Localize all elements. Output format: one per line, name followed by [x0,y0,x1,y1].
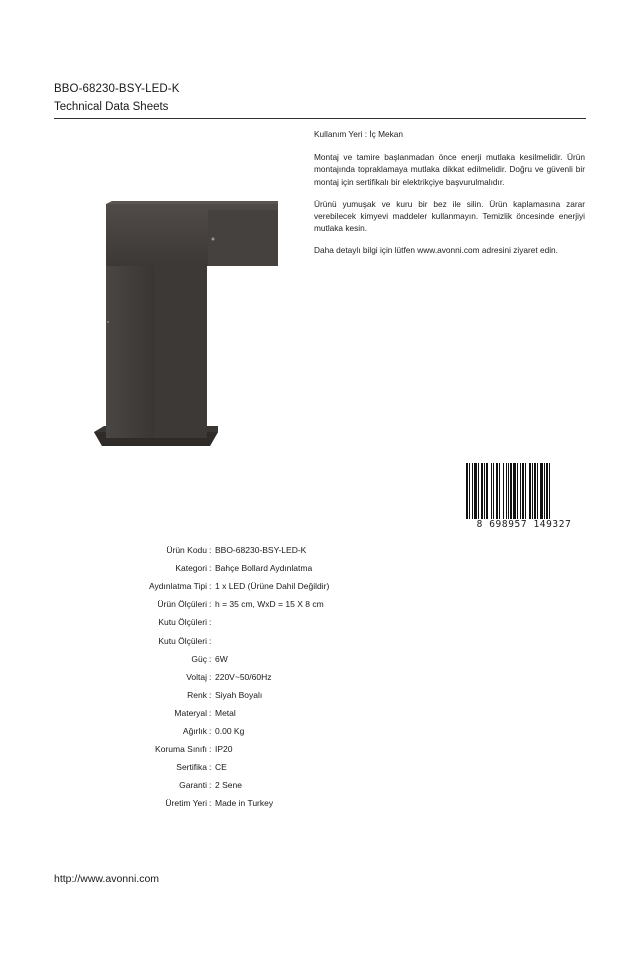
spec-key: Renk [187,689,207,700]
spec-value: 220V~50/60Hz [215,671,272,682]
spec-row [0,563,640,576]
document-subtitle: Technical Data Sheets [54,101,169,113]
spec-key: Garanti [179,780,207,791]
spec-separator: : [209,581,212,592]
spec-row [0,581,640,594]
spec-separator: : [209,617,212,628]
usage-location: Kullanım Yeri : İç Mekan [314,129,404,139]
usage-notes [314,128,585,267]
spec-value: 1 x LED (Ürüne Dahil Değildir) [215,581,330,592]
spec-separator: : [209,635,212,646]
spec-separator: : [209,798,212,809]
spec-key: Kutu Ölçüleri [158,635,207,646]
spec-key: Materyal [174,707,207,718]
spec-value: 2 Sene [215,780,242,791]
spec-value: BBO-68230-BSY-LED-K [215,545,307,555]
spec-row [0,672,640,685]
spec-row [0,726,640,739]
spec-value: Siyah Boyalı [215,689,263,700]
product-code-title: BBO-68230-BSY-LED-K [54,83,180,95]
spec-key: Voltaj [186,671,207,682]
more-info-note: Daha detaylı bilgi için lütfen www.avonni.com adresini ziyaret edin. [314,245,558,256]
spec-value: Metal [215,707,236,718]
spec-key: Kutu Ölçüleri [158,617,207,628]
spec-separator: : [209,599,212,610]
spec-key: Ağırlık [182,726,207,736]
spec-key: Sertifika [176,762,207,773]
barcode-digits: 8 698957 149327 [464,519,584,530]
spec-separator: : [209,726,212,736]
barcode [464,463,584,533]
spec-value: CE [215,762,227,773]
header [54,83,586,113]
spec-row [0,780,640,793]
spec-row [0,708,640,721]
spec-row [0,690,640,703]
spec-row [0,545,640,558]
spec-value: h = 35 cm, WxD = 15 X 8 cm [215,599,324,610]
spec-key: Güç [191,653,207,664]
website-link[interactable]: http://www.avonni.com [54,873,160,885]
spec-key: Ürün Ölçüleri [157,599,207,610]
spec-row [0,654,640,667]
spec-separator: : [209,689,212,700]
spec-row [0,636,640,649]
spec-separator: : [209,780,212,791]
spec-row [0,744,640,757]
spec-separator: : [209,707,212,718]
spec-separator: : [209,653,212,664]
spec-separator: : [209,762,212,773]
cleaning-instructions: Ürünü yumuşak ve kuru bir bez ile silin. Ürün kaplamasına zarar verebilecek kimyevi maddeler kullanmayın. Temizlik öncesinde enerjiyi mutlaka kesin. [314,198,585,234]
spec-key: Aydınlatma Tipi [149,581,207,592]
spec-value: 6W [215,653,228,664]
spec-separator: : [209,563,212,574]
spec-row [0,798,640,811]
spec-key: Ürün Kodu [166,545,207,555]
spec-value: IP20 [215,744,233,755]
spec-separator: : [209,545,212,555]
spec-row [0,762,640,775]
bollard-light-icon [92,200,282,450]
spec-value: 0.00 Kg [215,726,245,736]
installation-warning: Montaj ve tamire başlanmadan önce enerji mutlaka kesilmelidir. Ürün montajında topraklamaya mutlaka dikkat edilmelidir. Doğru ve güvenli bir montaj için sertifikalı bir elektrikçiye başvurulmalıdır. [314,152,585,187]
product-image [92,200,282,450]
spec-key: Koruma Sınıfı [155,744,207,755]
spec-value: Made in Turkey [215,798,274,809]
spec-separator: : [209,744,212,755]
spec-key: Üretim Yeri [165,798,207,809]
spec-value: Bahçe Bollard Aydınlatma [215,563,313,574]
spec-row [0,617,640,630]
header-divider [54,118,586,119]
spec-row [0,599,640,612]
spec-key: Kategori [175,563,207,574]
spec-separator: : [209,671,212,682]
